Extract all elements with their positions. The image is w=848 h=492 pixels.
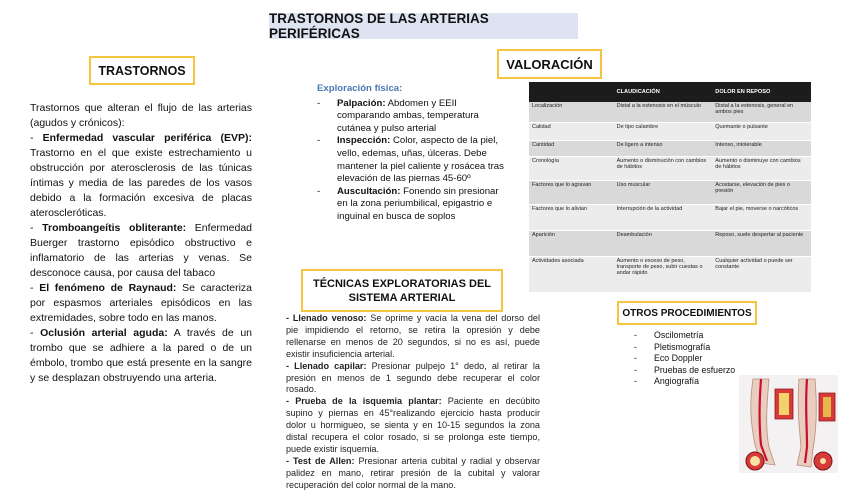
exploracion-fisica bbox=[317, 83, 507, 224]
tecnicas-heading: TÉCNICAS EXPLORATORIAS DEL SISTEMA ARTERIAL bbox=[301, 269, 503, 312]
table-header bbox=[529, 82, 614, 102]
page-title: TRASTORNOS DE LAS ARTERIAS PERIFÉRICAS bbox=[269, 13, 578, 39]
table-row: Localización Distal a la estenosis en el músculo Distal a la estenosis, general en ambos pies bbox=[529, 102, 811, 122]
table-row: Aparición Deambulación Reposo, suele despertar al paciente bbox=[529, 230, 811, 256]
valoracion-heading: VALORACIÓN bbox=[497, 49, 602, 79]
trastornos-heading: TRASTORNOS bbox=[89, 56, 195, 85]
table-row: Cronología Aumento o disminución con cambios de hábitos Aumento o disminuye con cambios de hábitos bbox=[529, 156, 811, 180]
list-item: - Pruebas de esfuerzo bbox=[634, 365, 754, 377]
trastornos-item: - Enfermedad vascular periférica (EVP): Trastorno en el que existe estrechamiento u obstrucción por aterosclerosis de las túnicas íntimas y media de las paredes de los vasos debido a la formación excesiva de placas ateroscleróticas. bbox=[30, 132, 252, 219]
list-item: - Eco Doppler bbox=[634, 353, 754, 365]
artery-illustration-svg bbox=[739, 375, 838, 473]
exploracion-item: - Auscultación: Fonendo sin presionar en la zona periumbilical, epigastrio e inguinal en busca de soplos bbox=[317, 186, 507, 224]
trastornos-text bbox=[30, 101, 252, 386]
trastornos-intro: Trastornos que alteran el flujo de las arterias (agudos y crónicos): bbox=[30, 102, 252, 129]
table-row: Factores que lo agravan Uso muscular Acostarse, elevación de pies o presión bbox=[529, 180, 811, 204]
otros-list bbox=[634, 330, 754, 388]
trastornos-item: - Oclusión arterial aguda: A través de un trombo que se adhiere a la pared o de un émbolo, trombo que está presente en la sangre y se desplazan obstruyendo una arteria. bbox=[30, 327, 253, 384]
exploracion-item: - Palpación: Abdomen y EEII comparando ambas, temperatura cutánea y pulso arterial bbox=[317, 98, 507, 136]
valoracion-table bbox=[529, 82, 811, 293]
list-item: - Pletismografía bbox=[634, 342, 754, 354]
table-row: Actividades asociada Aumento o exceso de peso, transporte de peso, subir cuestas o andar rápido Cualquier actividad o puede ser constante bbox=[529, 256, 811, 292]
tecnica-item: - Prueba de la isquemia plantar: Paciente en decúbito supino y piernas en 45°realizando ejercicio hasta producir dolor u hormigueo, se sienta y en 10-15 segundos la zona distal recupera el color rosado, si se prolonga este tiempo, puede existir isquemia. bbox=[286, 396, 540, 454]
trastornos-item: - Tromboangeítis obliterante: Enfermedad Buerger trastorno episódico obstructivo e inflamatorio de las arterias y venas. Se desconoce causa, por causa del tabaco bbox=[30, 222, 253, 279]
trastornos-item: - El fenómeno de Raynaud: Se caracteriza por espasmos arteriales episódicos en las extremidades, sobre todo en las manos. bbox=[30, 282, 253, 324]
tecnica-item: - Test de Allen: Presionar arteria cubital y radial y observar palidez en mano, retirar presión de la cubital y valorar recuperación del color normal de la mano. bbox=[286, 455, 540, 490]
table-row: Calidad De tipo calambre Quemante o pulsante bbox=[529, 122, 811, 140]
artery-illustration bbox=[739, 375, 838, 473]
exploracion-item: - Inspección: Color, aspecto de la piel, vello, edemas, uñas, úlceras. Debe mantener la piel caliente y rosácea tras elevación de las piernas 45-60º bbox=[317, 135, 507, 185]
table-header: DOLOR EN REPOSO bbox=[712, 82, 811, 102]
list-item: - Oscilometría bbox=[634, 330, 754, 342]
table-row: Cantidad De ligero a intenso Intenso, intolerable bbox=[529, 140, 811, 156]
tecnica-item: - Llenado capilar: Presionar pulpejo 1° dedo, al retirar la presión en menos de 1 segundo debe recuperar el color rosado. bbox=[286, 360, 540, 395]
list-item: - Angiografía bbox=[634, 376, 754, 388]
otros-heading: OTROS PROCEDIMIENTOS bbox=[617, 301, 757, 325]
table-row: Factores que lo alivian Interrupción de la actividad Bajar el pie, moverse o narcóticos bbox=[529, 204, 811, 230]
exploracion-heading: Exploración física: bbox=[317, 83, 403, 94]
tecnicas-text bbox=[286, 313, 540, 492]
table-header: CLAUDICACIÓN bbox=[614, 82, 713, 102]
tecnica-item: - Llenado venoso: Se oprime y vacía la vena del dorso del pie impidiendo el retorno, se retira la opresión y debe rellenarse en menos de 20 segundos, si no es así, puede existir insuficiencia arterial. bbox=[286, 313, 540, 359]
valoracion-table-image bbox=[529, 82, 811, 295]
